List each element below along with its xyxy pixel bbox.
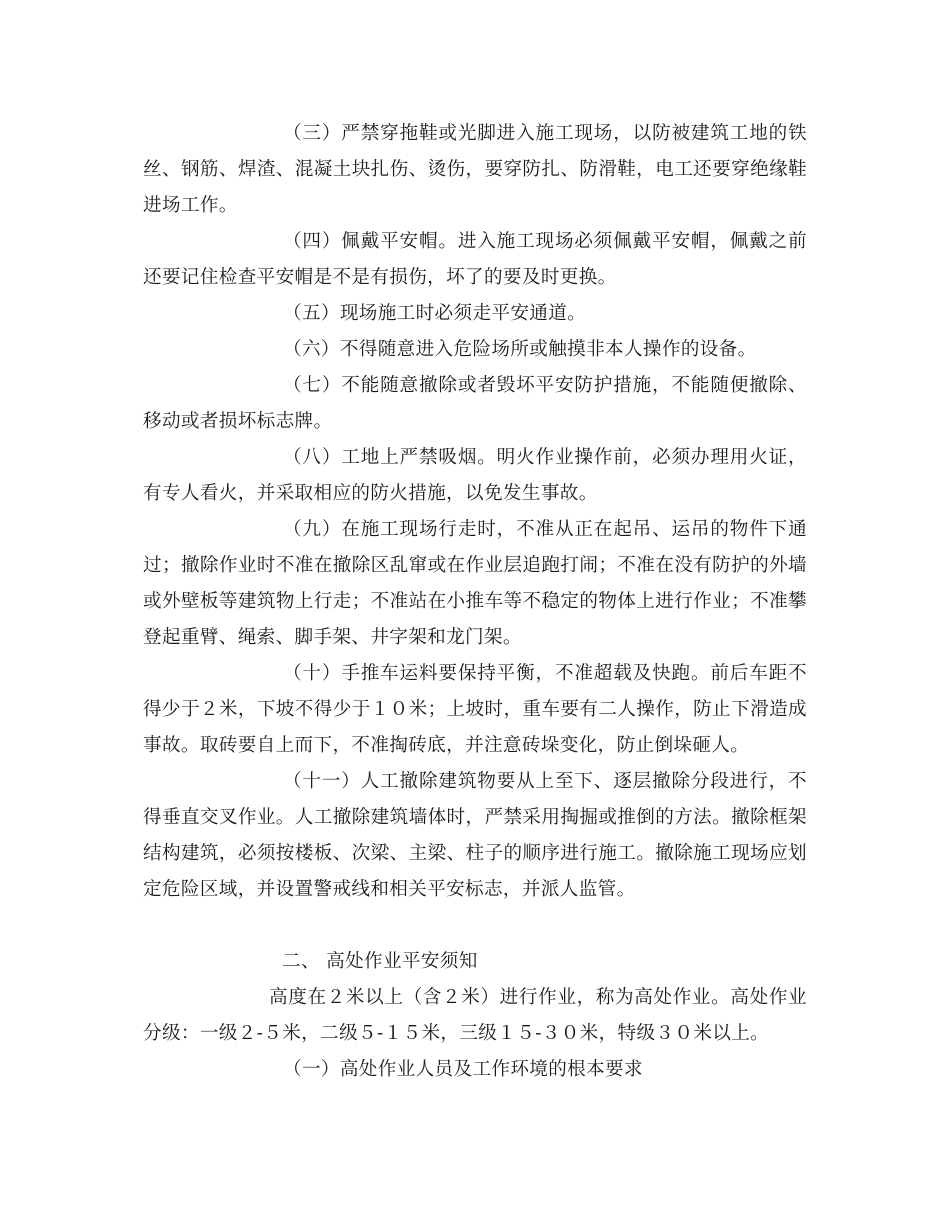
section-heading: 二、 高处作业平安须知	[282, 951, 478, 972]
paragraph-item-4: （四）佩戴平安帽。进入施工现场必须佩戴平安帽，佩戴之前还要记住检查平安帽是不是有损伤，坏了的要及时更换。	[143, 231, 807, 288]
paragraph-item-5: （五）现场施工时必须走平安通道。	[283, 303, 587, 324]
paragraph-item-7: （七）不能随意撤除或者毁坏平安防护措施，不能随便撤除、移动或者损坏标志牌。	[143, 375, 807, 432]
paragraph-item-8: （八）工地上严禁吸烟。明火作业操作前，必须办理用火证，有专人看火，并采取相应的防火措施，以免发生事故。	[143, 447, 807, 504]
document-body	[143, 116, 807, 1088]
paragraph-item-6: （六）不得随意进入危险场所或触摸非本人操作的设备。	[283, 339, 757, 360]
section-spacer	[143, 908, 807, 944]
paragraph-item-10: （十）手推车运料要保持平衡，不准超载及快跑。前后车距不得少于２米，下坡不得少于１０米；上坡时，重车要有二人操作，防止下滑造成事故。取砖要自上而下，不准掏砖底，并注意砖垛变化，防止倒垛砸人。	[143, 663, 807, 756]
subsection-heading: （一）高处作业人员及工作环境的根本要求	[283, 1059, 643, 1080]
paragraph-item-9: （九）在施工现场行走时，不准从正在起吊、运吊的物件下通过；撤除作业时不准在撤除区乱窜或在作业层追跑打闹；不准在没有防护的外墙或外壁板等建筑物上行走；不准站在小推车等不稳定的物体上进行作业；不准攀登起重臂、绳索、脚手架、井字架和龙门架。	[143, 519, 807, 648]
paragraph-item-11: （十一）人工撤除建筑物要从上至下、逐层撤除分段进行，不得垂直交叉作业。人工撤除建筑墙体时，严禁采用掏掘或推倒的方法。撤除框架结构建筑，必须按楼板、次梁、主梁、柱子的顺序进行施工。撤除施工现场应划定危险区域，并设置警戒线和相关平安标志，并派人监管。	[143, 771, 807, 900]
section-intro-paragraph: 高度在２米以上（含２米）进行作业，称为高处作业。高处作业分级：一级２-５米，二级５-１５米，三级１５-３０米，特级３０米以上。	[143, 987, 807, 1044]
paragraph-item-3: （三）严禁穿拖鞋或光脚进入施工现场，以防被建筑工地的铁丝、钢筋、焊渣、混凝土块扎伤、烫伤，要穿防扎、防滑鞋，电工还要穿绝缘鞋进场工作。	[143, 123, 807, 216]
